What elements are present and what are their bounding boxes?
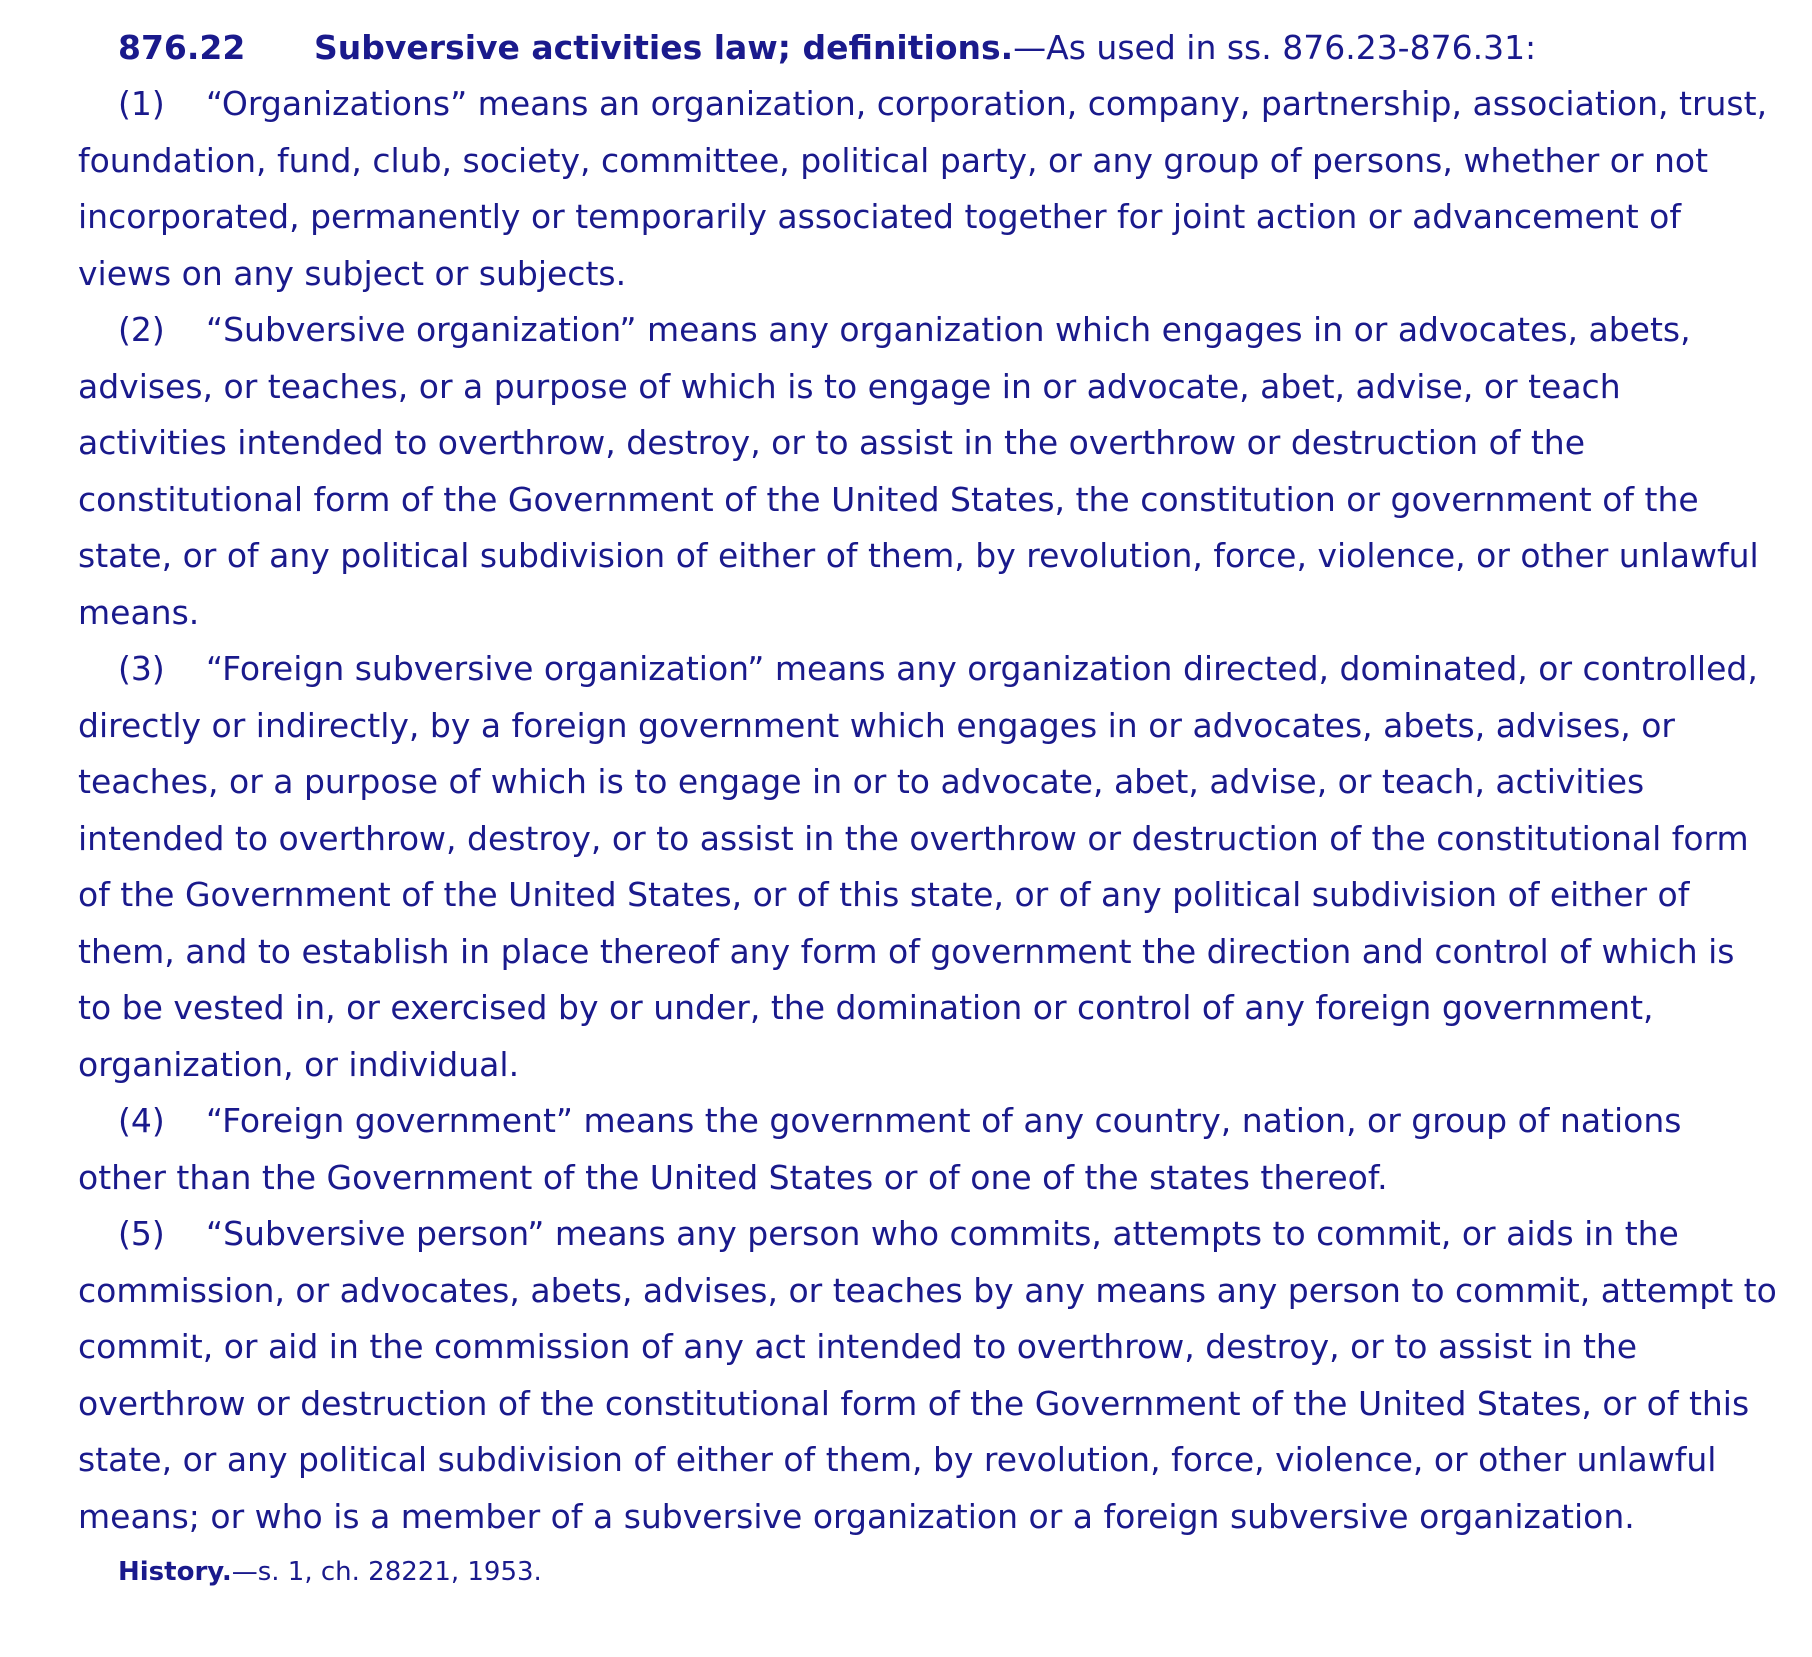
section-heading xyxy=(118,20,1778,76)
section-number: 876.22 xyxy=(118,28,246,67)
history-text: —s. 1, ch. 28221, 1953. xyxy=(231,1557,542,1587)
definition-paragraph-1 xyxy=(78,76,1778,302)
statute-section xyxy=(78,20,1778,1597)
history-label: History. xyxy=(118,1557,232,1587)
definition-paragraph-4 xyxy=(78,1093,1778,1206)
paragraph-text: “Organizations” means an organization, corporation, company, partnership, association, trust, foundation, fund, club, society, committee, political party, or any group of persons, whether or not incorporated, permanently or temporarily associated together for joint action or advancement of views on any subject or subjects. xyxy=(78,84,1768,293)
history-note xyxy=(118,1547,1778,1597)
paragraph-number: (3) xyxy=(118,649,165,688)
definition-paragraph-3 xyxy=(78,641,1778,1093)
paragraph-number: (5) xyxy=(118,1214,165,1253)
paragraph-text: “Foreign subversive organization” means any organization directed, dominated, or controlled, directly or indirectly, by a foreign government which engages in or advocates, abets, advises, or teaches, or a purpose of which is to engage in or to advocate, abet, advise, or teach, activities intended to overthrow, destroy, or to assist in the overthrow or destruction of the constitutional form of the Government of the United States, or of this state, or of any political subdivision of either of them, and to establish in place thereof any form of government the direction and control of which is to be vested in, or exercised by or under, the domination or control of any foreign government, organization, or individual. xyxy=(78,649,1758,1084)
paragraph-text: “Subversive person” means any person who commits, attempts to commit, or aids in the commission, or advocates, abets, advises, or teaches by any means any person to commit, attempt to commit, or aid in the commission of any act intended to overthrow, destroy, or to assist in the overthrow or destruction of the constitutional form of the Government of the United States, or of this state, or any political subdivision of either of them, by revolution, force, violence, or other unlawful means; or who is a member of a subversive organization or a foreign subversive organization. xyxy=(78,1214,1777,1536)
definition-paragraph-5 xyxy=(78,1206,1778,1545)
paragraph-number: (2) xyxy=(118,310,165,349)
section-intro: —As used in ss. 876.23-876.31: xyxy=(1013,28,1537,67)
paragraph-number: (1) xyxy=(118,84,165,123)
paragraph-text: “Subversive organization” means any organization which engages in or advocates, abets, advises, or teaches, or a purpose of which is to engage in or advocate, abet, advise, or teach activities intended to overthrow, destroy, or to assist in the overthrow or destruction of the constitutional form of the Government of the United States, the constitution or government of the state, or of any political subdivision of either of them, by revolution, force, violence, or other unlawful means. xyxy=(78,310,1759,632)
paragraph-number: (4) xyxy=(118,1101,165,1140)
paragraph-text: “Foreign government” means the government of any country, nation, or group of nations other than the Government of the United States or of one of the states thereof. xyxy=(78,1101,1682,1197)
definition-paragraph-2 xyxy=(78,302,1778,641)
section-title: Subversive activities law; definitions. xyxy=(314,28,1014,67)
